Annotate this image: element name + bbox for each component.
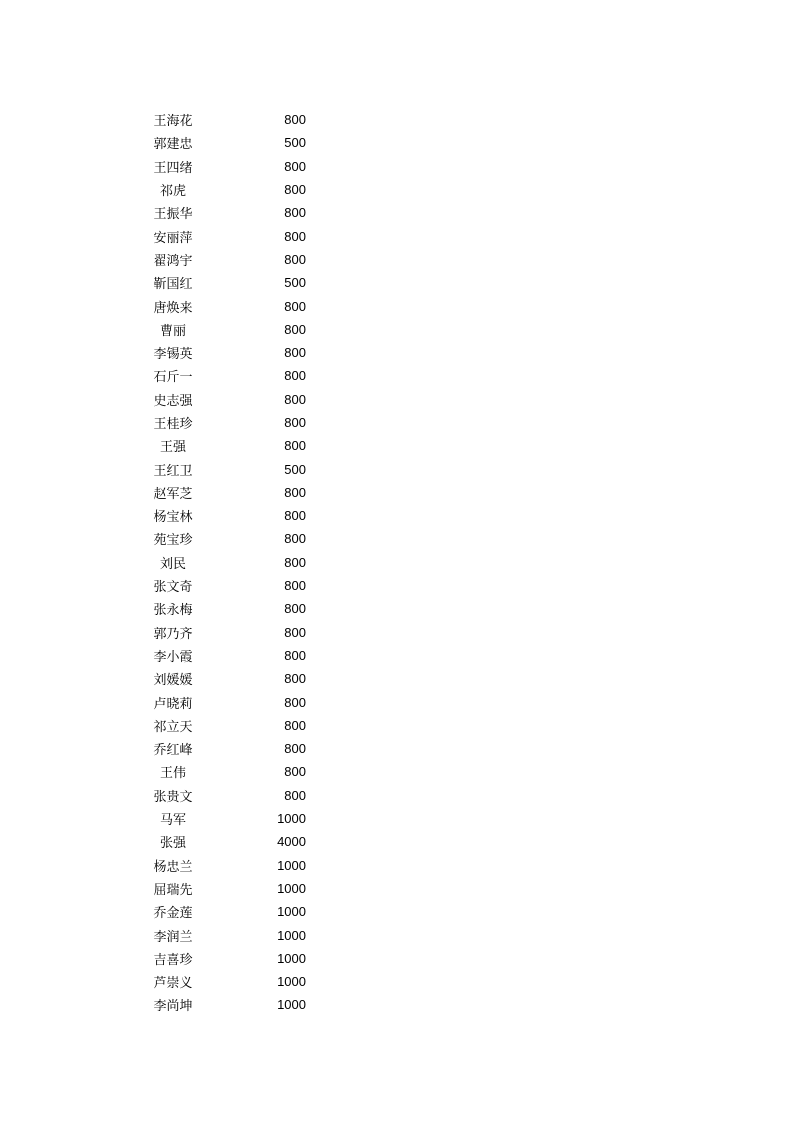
amount-value: 800 — [284, 531, 306, 547]
list-item — [140, 411, 310, 434]
person-name: 屈瑞先 — [153, 882, 193, 898]
person-name: 吉喜珍 — [153, 952, 193, 968]
person-name: 曹丽 — [159, 323, 186, 339]
person-name: 张强 — [159, 836, 186, 852]
list-item — [140, 341, 310, 364]
amount-value: 800 — [284, 228, 306, 244]
person-name: 张贵文 — [153, 789, 193, 805]
list-item — [140, 690, 310, 713]
amount-value: 1000 — [277, 880, 306, 896]
amount-value: 500 — [284, 135, 306, 151]
person-name: 刘媛媛 — [153, 673, 193, 689]
amount-value: 500 — [284, 275, 306, 291]
person-name: 李锡英 — [153, 347, 193, 363]
amount-value: 1000 — [277, 811, 306, 827]
list-item — [140, 178, 310, 201]
list-item — [140, 457, 310, 480]
person-name: 马军 — [159, 813, 186, 829]
amount-value: 800 — [284, 578, 306, 594]
person-name: 靳国红 — [153, 277, 193, 293]
person-name: 祁立天 — [153, 719, 193, 735]
list-item — [140, 947, 310, 970]
amount-value: 800 — [284, 484, 306, 500]
person-name: 张文奇 — [153, 580, 193, 596]
list-item — [140, 807, 310, 830]
list-item — [140, 364, 310, 387]
list-item — [140, 993, 310, 1016]
person-name: 卢晓莉 — [153, 696, 193, 712]
list-item — [140, 923, 310, 946]
person-name: 王四绪 — [153, 160, 193, 176]
list-item — [140, 574, 310, 597]
person-name: 郭建忠 — [153, 137, 193, 153]
person-name: 翟鸿宇 — [153, 253, 193, 269]
list-item — [140, 877, 310, 900]
list-item — [140, 900, 310, 923]
amount-value: 800 — [284, 391, 306, 407]
person-name: 杨忠兰 — [153, 859, 193, 875]
list-item — [140, 271, 310, 294]
person-name: 史志强 — [153, 393, 193, 409]
list-item — [140, 784, 310, 807]
amount-value: 800 — [284, 508, 306, 524]
list-item — [140, 108, 310, 131]
amount-value: 1000 — [277, 950, 306, 966]
amount-value: 800 — [284, 182, 306, 198]
amount-value: 800 — [284, 787, 306, 803]
list-item — [140, 597, 310, 620]
amount-value: 800 — [284, 647, 306, 663]
amount-value: 800 — [284, 251, 306, 267]
list-item — [140, 714, 310, 737]
person-name: 王红卫 — [153, 463, 193, 479]
amount-value: 800 — [284, 112, 306, 128]
amount-value: 1000 — [277, 927, 306, 943]
amount-value: 800 — [284, 624, 306, 640]
amount-value: 800 — [284, 368, 306, 384]
list-item — [140, 434, 310, 457]
list-item — [140, 644, 310, 667]
amount-value: 800 — [284, 345, 306, 361]
amount-value: 1000 — [277, 904, 306, 920]
amount-value: 800 — [284, 321, 306, 337]
list-item — [140, 527, 310, 550]
amount-value: 800 — [284, 717, 306, 733]
person-name: 安丽萍 — [153, 230, 193, 246]
person-name: 张永梅 — [153, 603, 193, 619]
name-amount-list — [140, 108, 310, 1017]
amount-value: 1000 — [277, 857, 306, 873]
amount-value: 500 — [284, 461, 306, 477]
amount-value: 800 — [284, 298, 306, 314]
list-item — [140, 830, 310, 853]
list-item — [140, 970, 310, 993]
list-item — [140, 131, 310, 154]
list-item — [140, 854, 310, 877]
list-item — [140, 294, 310, 317]
amount-value: 800 — [284, 205, 306, 221]
amount-value: 4000 — [277, 834, 306, 850]
list-item — [140, 551, 310, 574]
list-item — [140, 481, 310, 504]
person-name: 李小霞 — [153, 649, 193, 665]
list-item — [140, 388, 310, 411]
person-name: 赵军芝 — [153, 486, 193, 502]
person-name: 乔红峰 — [153, 743, 193, 759]
person-name: 王海花 — [153, 114, 193, 130]
person-name: 郭乃齐 — [153, 626, 193, 642]
person-name: 王振华 — [153, 207, 193, 223]
list-item — [140, 201, 310, 224]
person-name: 苑宝珍 — [153, 533, 193, 549]
amount-value: 800 — [284, 741, 306, 757]
person-name: 王桂珍 — [153, 417, 193, 432]
person-name: 唐焕来 — [153, 300, 193, 316]
amount-value: 1000 — [277, 997, 306, 1013]
amount-value: 800 — [284, 554, 306, 570]
person-name: 祁虎 — [159, 184, 186, 200]
person-name: 李润兰 — [153, 929, 193, 945]
amount-value: 800 — [284, 438, 306, 454]
amount-value: 1000 — [277, 974, 306, 990]
list-item — [140, 737, 310, 760]
amount-value: 800 — [284, 671, 306, 687]
person-name: 刘民 — [159, 556, 186, 572]
list-item — [140, 504, 310, 527]
amount-value: 800 — [284, 764, 306, 780]
person-name: 杨宝林 — [153, 510, 193, 526]
amount-value: 800 — [284, 694, 306, 710]
amount-value: 800 — [284, 601, 306, 617]
person-name: 芦崇义 — [153, 976, 193, 992]
list-item — [140, 760, 310, 783]
list-item — [140, 224, 310, 247]
list-item — [140, 318, 310, 341]
person-name: 王伟 — [159, 766, 186, 782]
person-name: 石斤一 — [153, 370, 193, 386]
person-name: 李尚坤 — [153, 999, 193, 1015]
person-name: 王强 — [159, 440, 186, 456]
amount-value: 800 — [284, 415, 306, 430]
list-item — [140, 667, 310, 690]
amount-value: 800 — [284, 158, 306, 174]
list-item — [140, 155, 310, 178]
person-name: 乔金莲 — [153, 906, 193, 922]
list-item — [140, 248, 310, 271]
list-item — [140, 621, 310, 644]
